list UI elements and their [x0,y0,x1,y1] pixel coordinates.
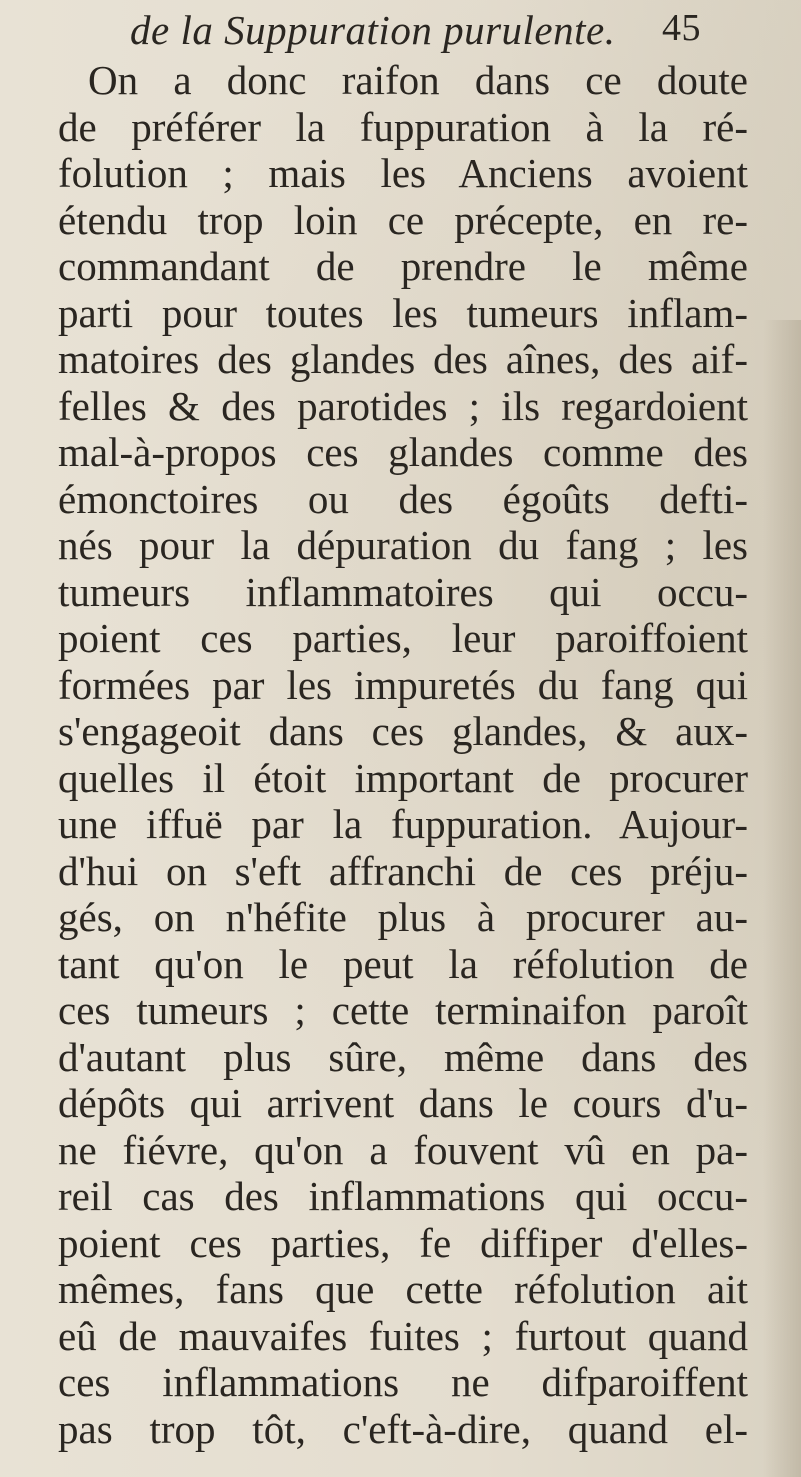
text-line: folution ; mais les Anciens avoient [58,150,748,196]
text-line: dépôts qui arrivent dans le cours d'u- [58,1080,748,1126]
text-line: tumeurs inflammatoires qui occu- [58,568,748,615]
text-line: eû de mauvaifes fuites ; furtout quand [58,1312,748,1359]
page-edge-shadow [763,320,801,1477]
text-line: de préférer la fuppuration à la ré- [58,103,748,150]
text-line: reil cas des inflammations qui occu- [58,1173,748,1219]
text-line: nés pour la dépuration du fang ; les [58,522,748,568]
running-header [130,6,701,54]
text-line: parti pour toutes les tumeurs inflam- [58,289,748,336]
text-line: ces tumeurs ; cette terminaifon paroît [58,987,748,1033]
text-line: formées par les impuretés du fang qui [58,661,748,708]
text-line: étendu trop loin ce précepte, en re- [58,196,748,243]
text-line: mal-à-propos ces glandes comme des [58,429,748,475]
text-line: s'engageoit dans ces glandes, & aux- [58,708,748,754]
text-line: une iffuë par la fuppuration. Aujour- [58,801,748,847]
text-line: d'autant plus sûre, même dans des [58,1033,748,1080]
text-line: émonctoires ou des égoûts defti- [58,475,748,522]
text-line: ces inflammations ne difparoiffent [58,1359,748,1405]
text-line: poient ces parties, fe diffiper d'elles- [58,1219,748,1266]
text-line: tant qu'on le peut la réfolution de [58,940,748,987]
text-line: ne fiévre, qu'on a fouvent vû en pa- [58,1126,748,1173]
text-line: matoires des glandes des aînes, des aif- [58,336,748,382]
text-line: mêmes, fans que cette réfolution ait [58,1266,748,1312]
page-number: 45 [662,7,701,49]
running-head-title: de la Suppuration purulente. [130,7,616,53]
body-text [58,57,748,1452]
text-line: commandant de prendre le même [58,243,748,289]
text-line: gés, on n'héfite plus à procurer au- [58,894,748,940]
text-line: pas trop tôt, c'eft-à-dire, quand el- [58,1405,748,1452]
text-line: quelles il étoit important de procurer [58,754,748,801]
text-line: d'hui on s'eft affranchi de ces préju- [58,847,748,894]
text-line: felles & des parotides ; ils regardoient [58,382,748,429]
text-line: poient ces parties, leur paroiffoient [58,615,748,661]
text-line: On a donc raifon dans ce doute [88,57,748,103]
